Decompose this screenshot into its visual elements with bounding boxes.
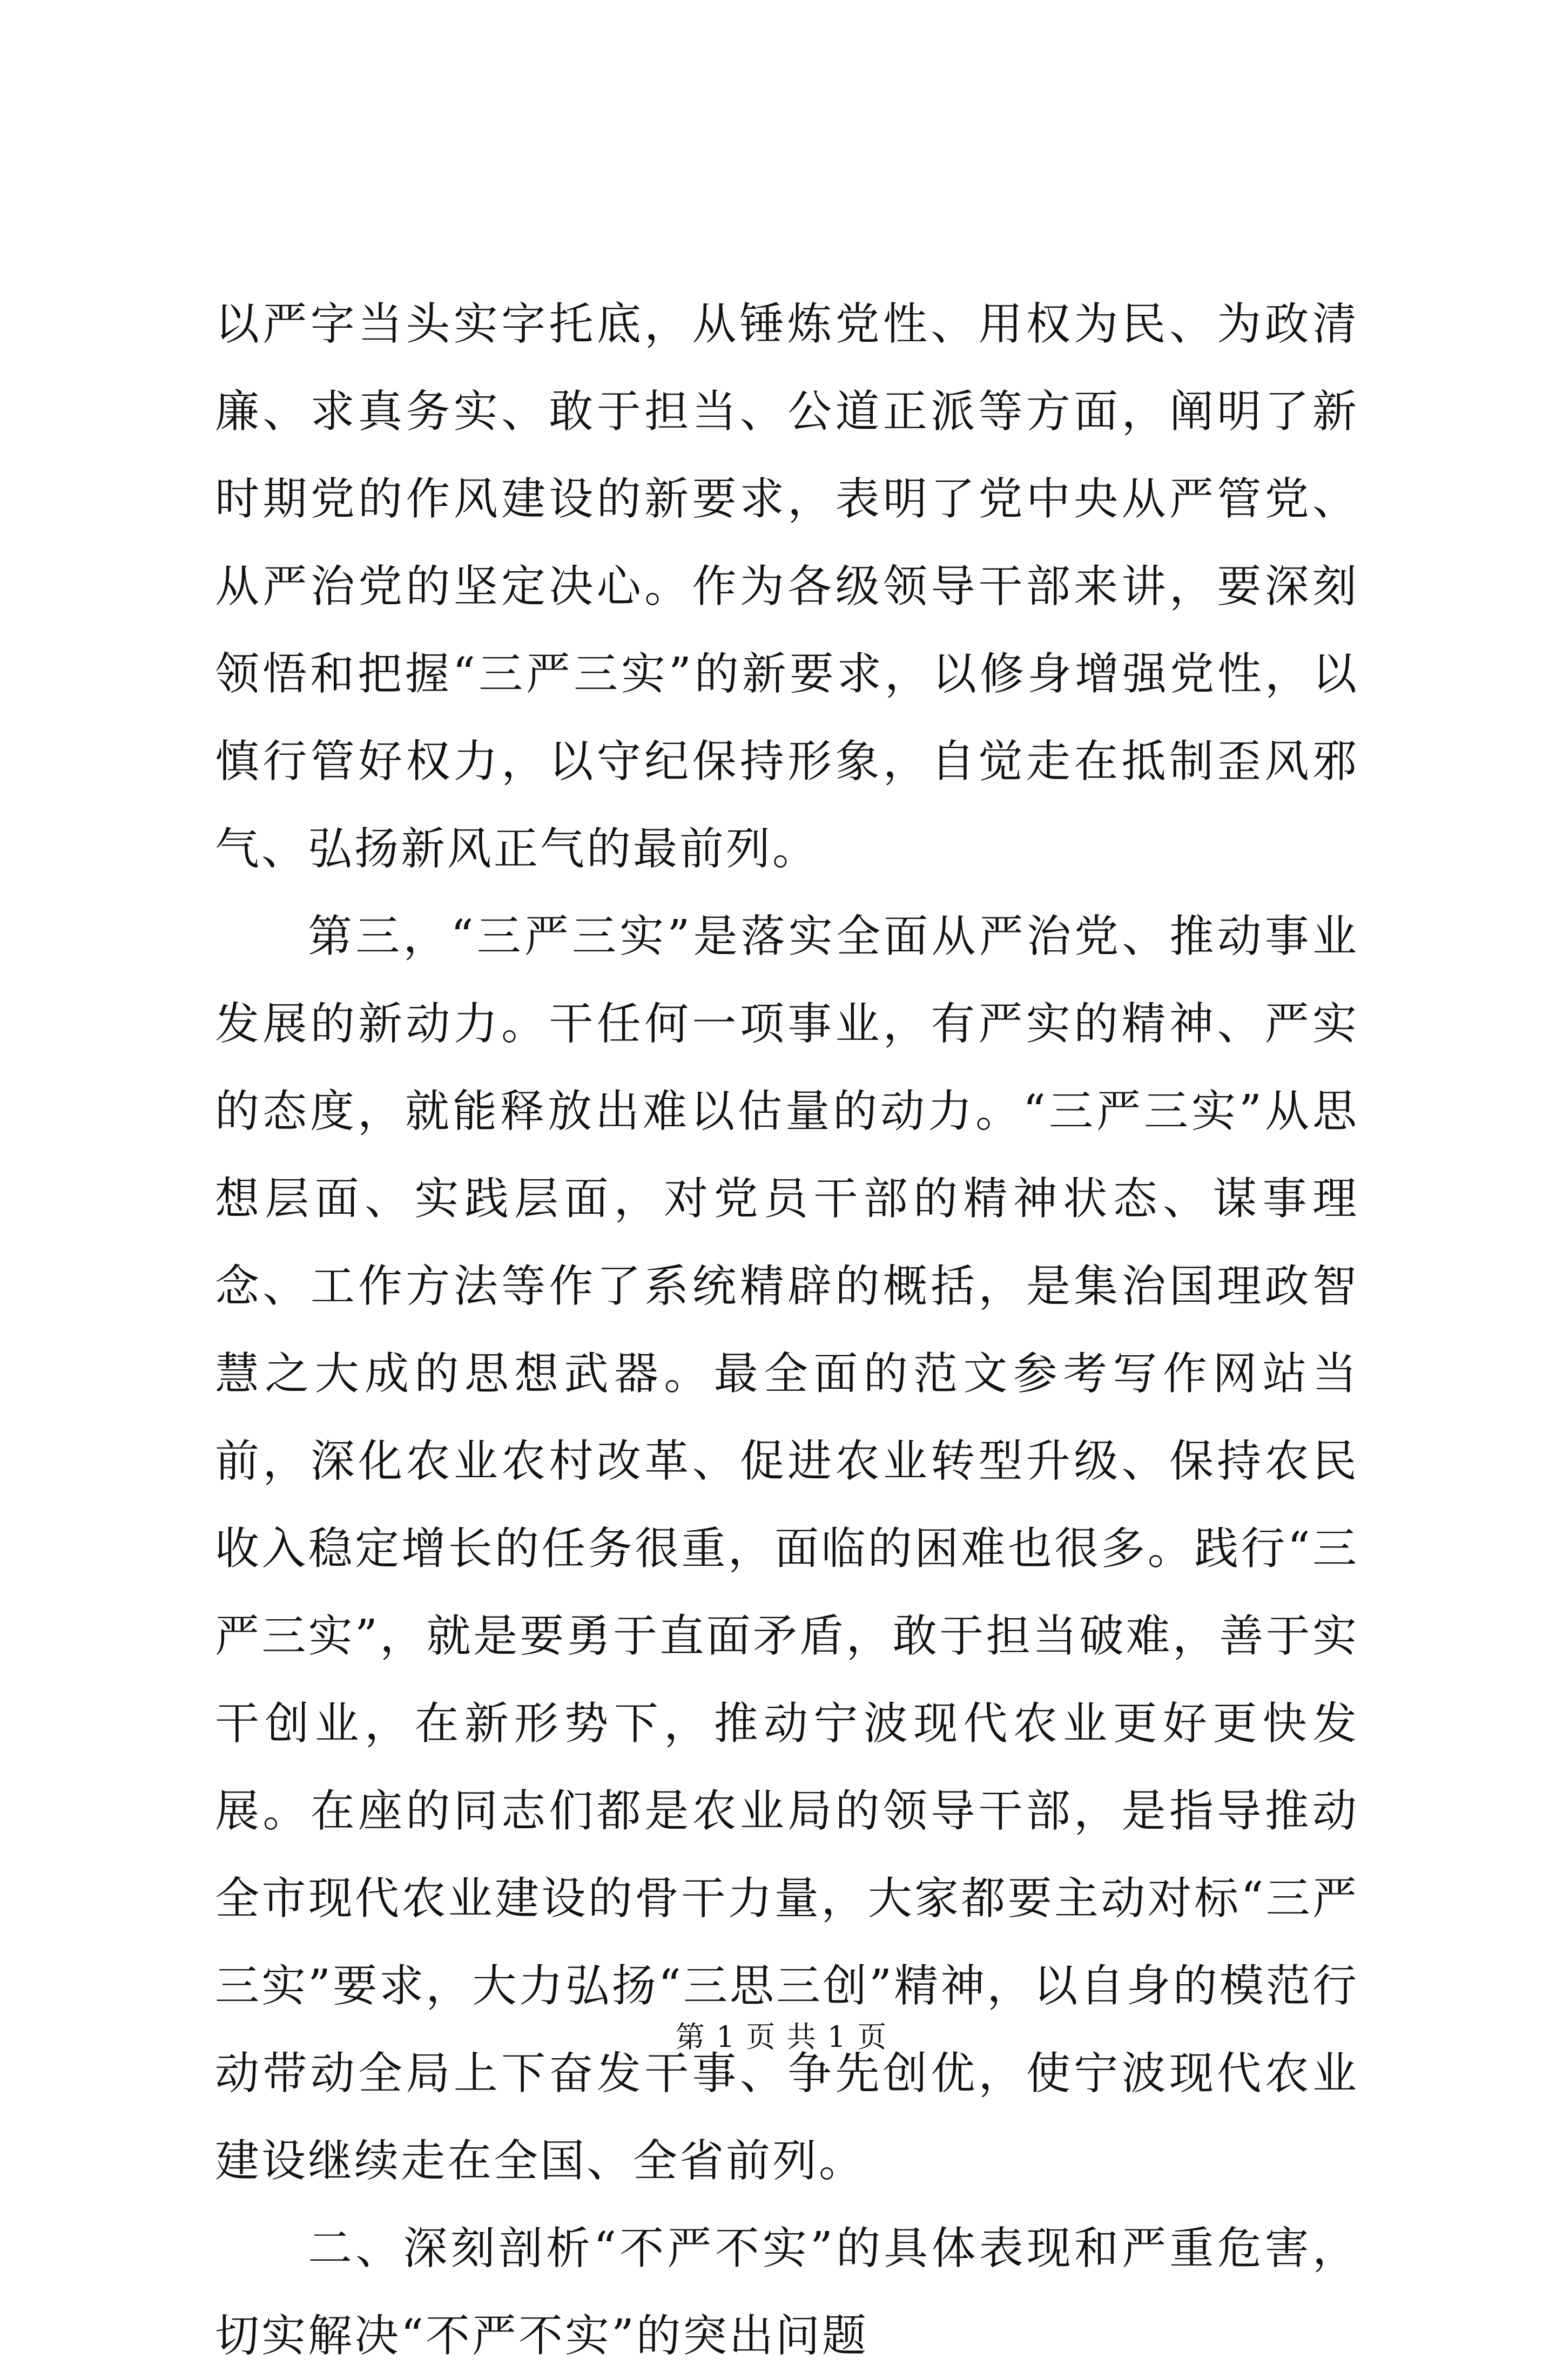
paragraph-1: 以严字当头实字托底，从锤炼党性、用权为民、为政清廉、求真务实、敢于担当、公道正派等方面，阐明了新时期党的作风建设的新要求，表明了党中央从严管党、从严治党的坚定决心。作为各级领导干部来讲，要深刻领悟和把握“三严三实”的新要求，以修身增强党性，以慎行管好权力，以守纪保持形象，自觉走在抵制歪风邪气、弘扬新风正气的最前列。: [215, 299, 1359, 875]
paragraph-3-heading: 二、深刻剖析“不严不实”的具体表现和严重危害，切实解决“不严不实”的突出问题: [215, 2223, 1359, 2362]
page-footer: 第 1 页 共 1 页: [675, 2020, 888, 2054]
document-body: [215, 281, 1359, 2380]
paragraph-2: 第三，“三严三实”是落实全面从严治党、推动事业发展的新动力。干任何一项事业，有严实的精神、严实的态度，就能释放出难以估量的动力。“三严三实”从思想层面、实践层面，对党员干部的精神状态、谋事理念、工作方法等作了系统精辟的概括，是集治国理政智慧之大成的思想武器。最全面的范文参考写作网站当前，深化农业农村改革、促进农业转型升级、保持农民收入稳定增长的任务很重，面临的困难也很多。践行“三严三实”，就是要勇于直面矛盾，敢于担当破难，善于实干创业，在新形势下，推动宁波现代农业更好更快发展。在座的同志们都是农业局的领导干部，是指导推动全市现代农业建设的骨干力量，大家都要主动对标“三严三实”要求，大力弘扬“三思三创”精神，以自身的模范行动带动全局上下奋发干事、争先创优，使宁波现代农业建设继续走在全国、全省前列。: [215, 911, 1359, 2187]
